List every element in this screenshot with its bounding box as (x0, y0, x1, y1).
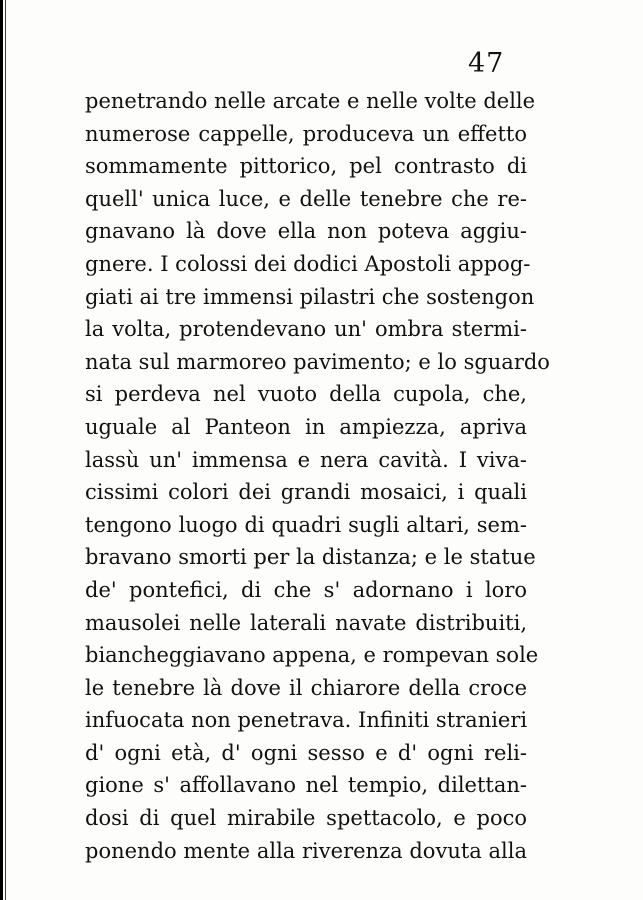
page-edge-rule-thin (5, 0, 6, 900)
text-line: nata sul marmoreo pavimento; e lo sguardo (85, 349, 550, 374)
text-line: mausolei nelle laterali navate distribuiti, (85, 610, 527, 635)
text-line: de' pontefici, di che s' adornano i loro (85, 577, 527, 602)
text-line: bravano smorti per la distanza; e le statue (85, 545, 536, 570)
text-line: gnavano là dove ella non poteva aggiu- (85, 219, 527, 244)
text-line: si perdeva nel vuoto della cupola, che, (85, 382, 527, 407)
text-line: sommamente pittorico, pel contrasto di (85, 154, 527, 179)
text-line: penetrando nelle arcate e nelle volte delle (85, 89, 536, 113)
text-line: tengono luogo di quadri sugli altari, sem- (85, 512, 527, 537)
text-line: giati ai tre immensi pilastri che sostengon (85, 284, 535, 309)
text-line: gione s' affollavano nel tempio, dilettan- (85, 773, 527, 798)
text-line: lassù un' immensa e nera cavità. I viva- (85, 447, 527, 472)
text-line: le tenebre là dove il chiarore della croce (85, 675, 527, 700)
page-number: 47 (468, 48, 505, 79)
text-line: cissimi colori dei grandi mosaici, i quali (85, 480, 527, 505)
text-line: dosi di quel mirabile spettacolo, e poco (85, 806, 527, 831)
text-line: ponendo mente alla riverenza dovuta alla (85, 838, 527, 863)
text-line: d' ogni età, d' ogni sesso e d' ogni reli- (85, 740, 527, 765)
page-edge-rule (0, 0, 3, 900)
text-line: biancheggiavano appena, e rompevan sole (85, 643, 539, 668)
text-line: quell' unica luce, e delle tenebre che re- (85, 186, 527, 211)
text-line: gnere. I colossi dei dodici Apostoli appog- (85, 251, 531, 276)
text-line: uguale al Panteon in ampiezza, apriva (85, 414, 527, 439)
body-text (85, 85, 550, 867)
text-line: infuocata non penetrava. Infiniti stranieri (85, 708, 528, 733)
text-line: la volta, protendevano un' ombra stermi- (85, 317, 527, 342)
text-line: numerose cappelle, produceva un effetto (85, 121, 527, 146)
